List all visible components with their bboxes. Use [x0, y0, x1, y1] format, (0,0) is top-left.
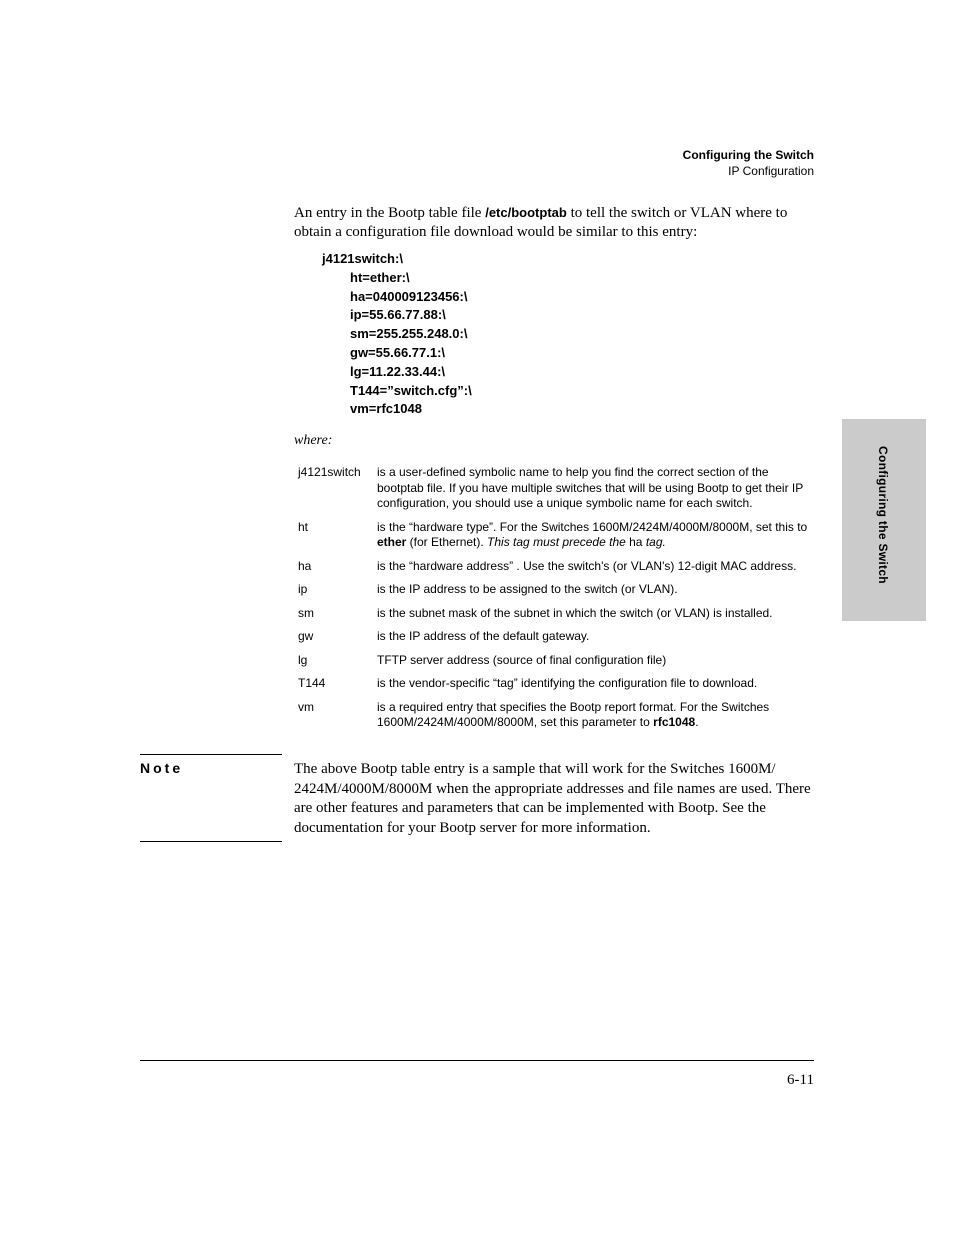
definition-row [298, 700, 814, 731]
definition-row [298, 629, 814, 645]
definition-term: sm [298, 605, 314, 620]
definition-term: lg [298, 652, 308, 667]
section-title: IP Configuration [728, 164, 814, 178]
where-label: where: [294, 433, 333, 448]
side-tab-label: Configuring the Switch [876, 446, 890, 584]
definition-description: is a required entry that specifies the Bootp report format. For the Switches 1600M/2424M/4000M/8000M, set this parameter to rfc1048. [377, 699, 770, 729]
bootp-line-ip: ip=55.66.77.88:\ [350, 307, 446, 323]
definition-row [298, 653, 814, 669]
definition-description: is the IP address of the default gateway. [377, 629, 590, 643]
definition-term: T144 [298, 676, 326, 690]
definition-term: gw [298, 629, 314, 643]
definition-description: TFTP server address (source of final configuration file) [377, 652, 667, 667]
definition-row [298, 582, 814, 598]
footer-rule [140, 1060, 814, 1061]
note-text: The above Bootp table entry is a sample that will work for the Switches 1600M/ 2424M/4000M/8000M when the appropriate addresses and file names are used. There are other features and parameters that can be implemented with Bootp. See the documentation for your Bootp server for more information. [294, 761, 811, 836]
bootp-line-t144: T144=”switch.cfg”:\ [350, 382, 472, 398]
bootp-line-ht: ht=ether:\ [350, 269, 410, 285]
bootp-host-line: j4121switch:\ [322, 251, 403, 266]
definition-row [298, 676, 814, 692]
note-top-rule [140, 754, 282, 755]
intro-paragraph: An entry in the Bootp table file /etc/bootptab to tell the switch or VLAN where to obtain a configuration file download would be similar to this entry: [294, 205, 788, 240]
definition-description: is a user-defined symbolic name to help you find the correct section of the bootptab file. If you have multiple switches that will be using Bootp to get their IP configuration, you should use a unique symbolic name for each switch. [377, 465, 804, 510]
definition-term: ht [298, 519, 309, 534]
definition-term: ha [298, 558, 312, 573]
note-label: Note [140, 760, 184, 776]
definition-description: is the “hardware address” . Use the switch's (or VLAN's) 12-digit MAC address. [377, 558, 797, 573]
page-number: 6-11 [787, 1072, 814, 1088]
definition-row [298, 559, 814, 575]
definition-description: is the vendor-specific “tag” identifying the configuration file to download. [377, 676, 758, 690]
chapter-title: Configuring the Switch [682, 148, 814, 162]
bootp-line-ha: ha=040009123456:\ [350, 288, 468, 304]
running-header [683, 147, 814, 179]
definition-list [298, 465, 814, 739]
definition-term: ip [298, 582, 308, 596]
definition-row [298, 606, 814, 622]
definition-term: j4121switch [298, 465, 361, 479]
bootp-line-vm: vm=rfc1048 [350, 401, 422, 417]
bootp-entry-example [322, 250, 472, 419]
definition-row [298, 520, 814, 551]
bootptab-path: /etc/bootptab [485, 205, 567, 220]
definition-description: is the “hardware type”. For the Switches 1600M/2424M/4000M/8000M, set this to ether (for Ethernet). This tag must precede the ha tag. [377, 519, 808, 549]
definition-row [298, 465, 814, 512]
bootp-line-sm: sm=255.255.248.0:\ [350, 326, 468, 342]
definition-description: is the IP address to be assigned to the switch (or VLAN). [377, 582, 678, 596]
definition-term: vm [298, 699, 314, 714]
bootp-line-gw: gw=55.66.77.1:\ [350, 344, 446, 360]
note-bottom-rule [140, 841, 282, 842]
definition-description: is the subnet mask of the subnet in which the switch (or VLAN) is installed. [377, 605, 773, 620]
bootp-line-lg: lg=11.22.33.44:\ [350, 363, 446, 379]
